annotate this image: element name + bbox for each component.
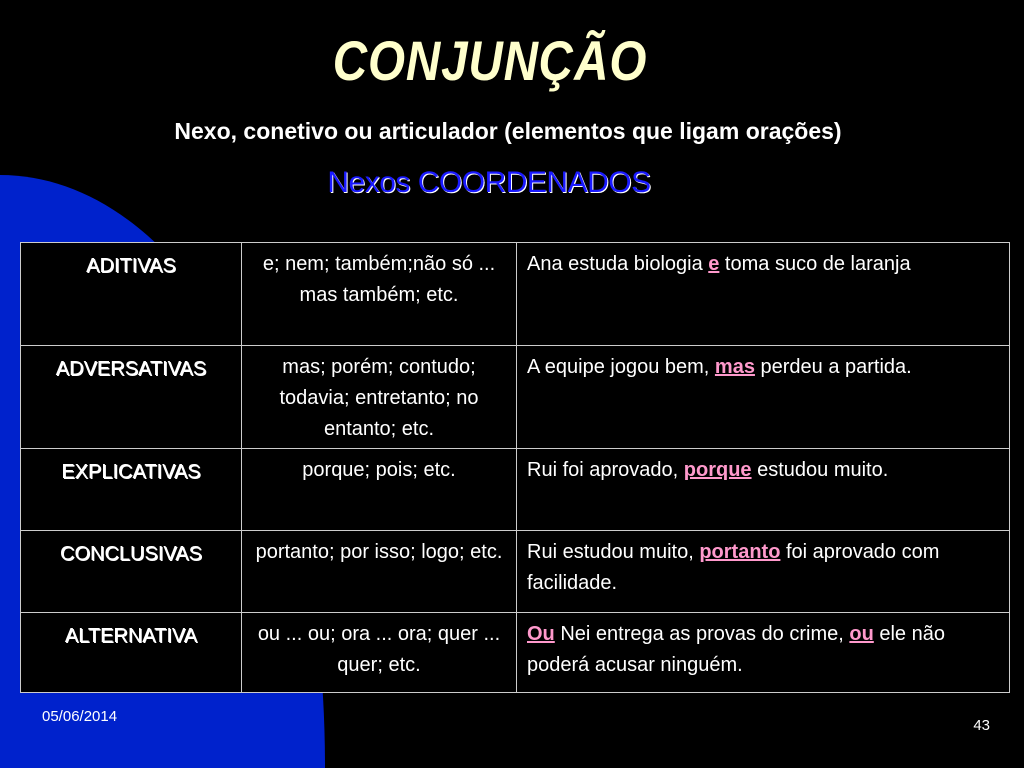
example-text: estudou muito. (751, 459, 889, 481)
highlighted-conjunction: porque (683, 459, 752, 481)
example-cell (517, 243, 1010, 346)
section-heading: Nexos COORDENADOS (327, 166, 651, 199)
example-cell (517, 346, 1010, 449)
example-cell (517, 449, 1010, 531)
highlighted-conjunction: portanto (699, 541, 781, 563)
highlighted-conjunction: e (708, 253, 720, 275)
conjunctions-cell: porque; pois; etc. (242, 449, 517, 531)
example-text: foi aprovado com facilidade. (527, 541, 940, 594)
table-row (21, 346, 1010, 449)
category-cell: CONCLUSIVAS (21, 531, 242, 613)
example-text: Nei entrega as provas do crime, (554, 623, 850, 645)
slide-title: CONJUNÇÃO (332, 29, 648, 92)
conjunctions-cell: e; nem; também;não só ... mas também; etc. (242, 243, 517, 346)
category-cell: EXPLICATIVAS (21, 449, 242, 531)
example-cell (517, 531, 1010, 613)
example-text: perdeu a partida. (754, 356, 912, 378)
example-text: ele não poderá acusar ninguém. (527, 623, 945, 676)
highlighted-conjunction: mas (714, 356, 755, 378)
table-row (21, 449, 1010, 531)
example-text: A equipe jogou bem, (527, 356, 715, 378)
table-row (21, 243, 1010, 346)
example-text: Rui foi aprovado, (527, 459, 684, 481)
slide-subtitle: Nexo, conetivo ou articulador (elementos que ligam orações) (174, 118, 842, 144)
conjunctions-cell: mas; porém; contudo; todavia; entretanto; no entanto; etc. (242, 346, 517, 449)
category-cell: ADVERSATIVAS (21, 346, 242, 449)
conjunctions-table (20, 242, 1010, 693)
example-text: toma suco de laranja (719, 253, 911, 275)
example-text: Ana estuda biologia (527, 253, 709, 275)
slide-date: 05/06/2014 (42, 708, 118, 725)
table-row (21, 531, 1010, 613)
highlighted-conjunction: ou (849, 623, 874, 645)
table-row (21, 613, 1010, 693)
page-number: 43 (973, 717, 990, 734)
conjunctions-cell: ou ... ou; ora ... ora; quer ... quer; etc. (242, 613, 517, 693)
conjunctions-cell: portanto; por isso; logo; etc. (242, 531, 517, 613)
example-cell (517, 613, 1010, 693)
category-cell: ADITIVAS (21, 243, 242, 346)
category-cell: ALTERNATIVA (21, 613, 242, 693)
example-text: Rui estudou muito, (527, 541, 700, 563)
highlighted-conjunction: Ou (527, 623, 555, 645)
